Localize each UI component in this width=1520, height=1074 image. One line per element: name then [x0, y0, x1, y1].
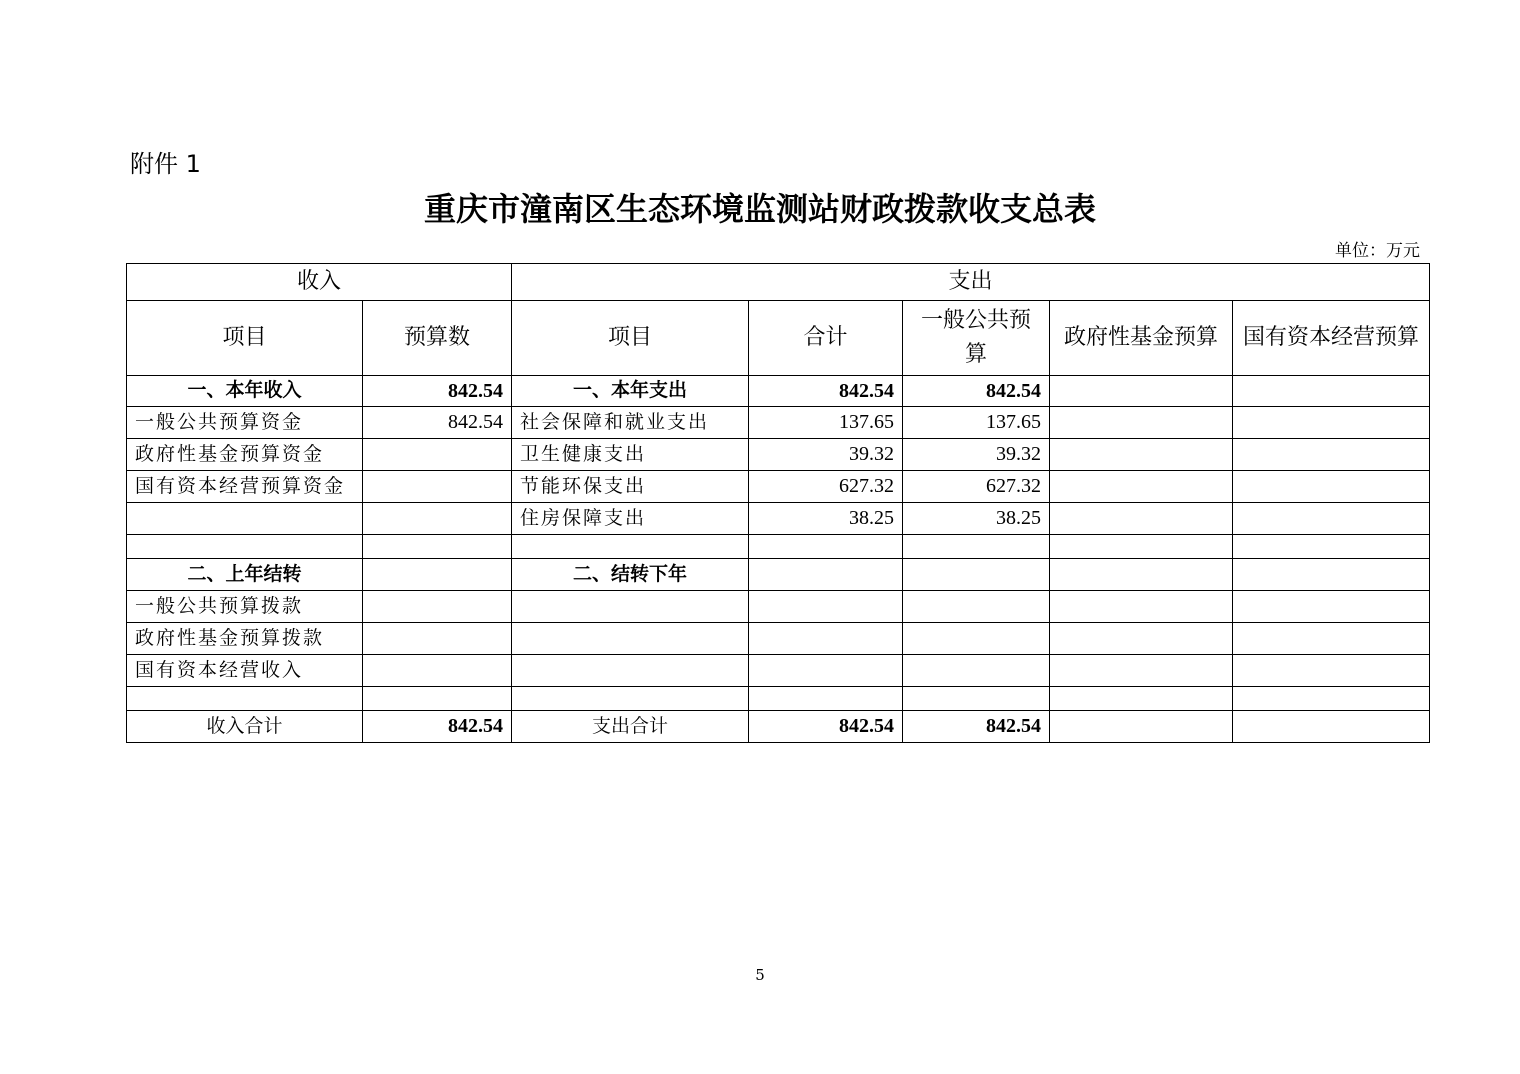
state-capital-amount [1233, 591, 1430, 623]
income-amount [363, 655, 512, 687]
income-total-amount: 842.54 [363, 711, 512, 743]
table-row [127, 376, 1430, 407]
budget-table [126, 263, 1430, 743]
expense-item: 一、本年支出 [512, 376, 749, 407]
general-budget-amount [903, 623, 1050, 655]
general-budget-amount [903, 535, 1050, 559]
expense-total [749, 559, 903, 591]
header-row-sub [127, 301, 1430, 376]
expense-item [512, 687, 749, 711]
income-total-label: 收入合计 [127, 711, 363, 743]
expense-item [512, 655, 749, 687]
table-row-total [127, 711, 1430, 743]
state-capital-amount [1233, 376, 1430, 407]
gov-fund-amount [1050, 439, 1233, 471]
income-item: 国有资本经营收入 [127, 655, 363, 687]
income-amount [363, 623, 512, 655]
income-item [127, 687, 363, 711]
state-capital-amount [1233, 711, 1430, 743]
income-item: 一般公共预算资金 [127, 407, 363, 439]
income-amount [363, 591, 512, 623]
income-item: 政府性基金预算拨款 [127, 623, 363, 655]
table-row [127, 503, 1430, 535]
table-row [127, 471, 1430, 503]
table-row [127, 559, 1430, 591]
expense-item: 节能环保支出 [512, 471, 749, 503]
income-budget-header: 预算数 [363, 301, 512, 376]
expense-total [749, 623, 903, 655]
page-title: 重庆市潼南区生态环境监测站财政拨款收支总表 [423, 190, 1096, 228]
state-capital-amount [1233, 407, 1430, 439]
income-amount: 842.54 [363, 376, 512, 407]
income-item [127, 503, 363, 535]
expense-total: 137.65 [749, 407, 903, 439]
state-capital-amount [1233, 471, 1430, 503]
state-capital-amount [1233, 535, 1430, 559]
state-capital-budget-header: 国有资本经营预算 [1233, 301, 1430, 376]
expense-total [749, 535, 903, 559]
general-budget-amount: 842.54 [903, 711, 1050, 743]
income-amount [363, 559, 512, 591]
state-capital-amount [1233, 439, 1430, 471]
gov-fund-amount [1050, 559, 1233, 591]
general-budget-amount: 137.65 [903, 407, 1050, 439]
expense-item: 社会保障和就业支出 [512, 407, 749, 439]
expense-total [749, 687, 903, 711]
state-capital-amount [1233, 559, 1430, 591]
expense-total-label: 支出合计 [512, 711, 749, 743]
expense-total: 842.54 [749, 376, 903, 407]
gov-fund-amount [1050, 376, 1233, 407]
gov-fund-amount [1050, 711, 1233, 743]
general-budget-amount: 38.25 [903, 503, 1050, 535]
expense-header: 支出 [512, 264, 1430, 301]
unit-label: 单位：万元 [1335, 241, 1420, 261]
income-item: 二、上年结转 [127, 559, 363, 591]
expense-total [749, 591, 903, 623]
expense-item [512, 623, 749, 655]
total-header: 合计 [749, 301, 903, 376]
general-budget-amount [903, 591, 1050, 623]
table-row [127, 439, 1430, 471]
income-amount [363, 503, 512, 535]
expense-total: 38.25 [749, 503, 903, 535]
general-budget-amount: 39.32 [903, 439, 1050, 471]
expense-item [512, 591, 749, 623]
state-capital-amount [1233, 623, 1430, 655]
expense-item: 卫生健康支出 [512, 439, 749, 471]
income-amount [363, 535, 512, 559]
header-row-top [127, 264, 1430, 301]
gov-fund-budget-header: 政府性基金预算 [1050, 301, 1233, 376]
table-row [127, 655, 1430, 687]
gov-fund-amount [1050, 591, 1233, 623]
expense-item: 二、结转下年 [512, 559, 749, 591]
income-amount [363, 687, 512, 711]
state-capital-amount [1233, 503, 1430, 535]
general-budget-amount [903, 687, 1050, 711]
table-row [127, 407, 1430, 439]
attachment-label: 附件 1 [130, 150, 201, 178]
general-budget-amount [903, 655, 1050, 687]
income-amount: 842.54 [363, 407, 512, 439]
gov-fund-amount [1050, 503, 1233, 535]
expense-total: 39.32 [749, 439, 903, 471]
general-budget-header: 一般公共预算 [903, 301, 1050, 376]
gov-fund-amount [1050, 687, 1233, 711]
gov-fund-amount [1050, 655, 1233, 687]
state-capital-amount [1233, 687, 1430, 711]
income-header: 收入 [127, 264, 512, 301]
income-item [127, 535, 363, 559]
state-capital-amount [1233, 655, 1430, 687]
table-row [127, 623, 1430, 655]
gov-fund-amount [1050, 535, 1233, 559]
income-item: 一般公共预算拨款 [127, 591, 363, 623]
expense-total: 627.32 [749, 471, 903, 503]
table-row [127, 535, 1430, 559]
income-item: 政府性基金预算资金 [127, 439, 363, 471]
expense-item-header: 项目 [512, 301, 749, 376]
page-number: 5 [755, 966, 765, 984]
expense-item [512, 535, 749, 559]
gov-fund-amount [1050, 471, 1233, 503]
expense-total: 842.54 [749, 711, 903, 743]
expense-item: 住房保障支出 [512, 503, 749, 535]
income-item: 一、本年收入 [127, 376, 363, 407]
table-row [127, 591, 1430, 623]
expense-total [749, 655, 903, 687]
income-item: 国有资本经营预算资金 [127, 471, 363, 503]
gov-fund-amount [1050, 623, 1233, 655]
income-amount [363, 471, 512, 503]
general-budget-amount [903, 559, 1050, 591]
income-item-header: 项目 [127, 301, 363, 376]
table-row [127, 687, 1430, 711]
gov-fund-amount [1050, 407, 1233, 439]
general-budget-amount: 627.32 [903, 471, 1050, 503]
general-budget-amount: 842.54 [903, 376, 1050, 407]
income-amount [363, 439, 512, 471]
